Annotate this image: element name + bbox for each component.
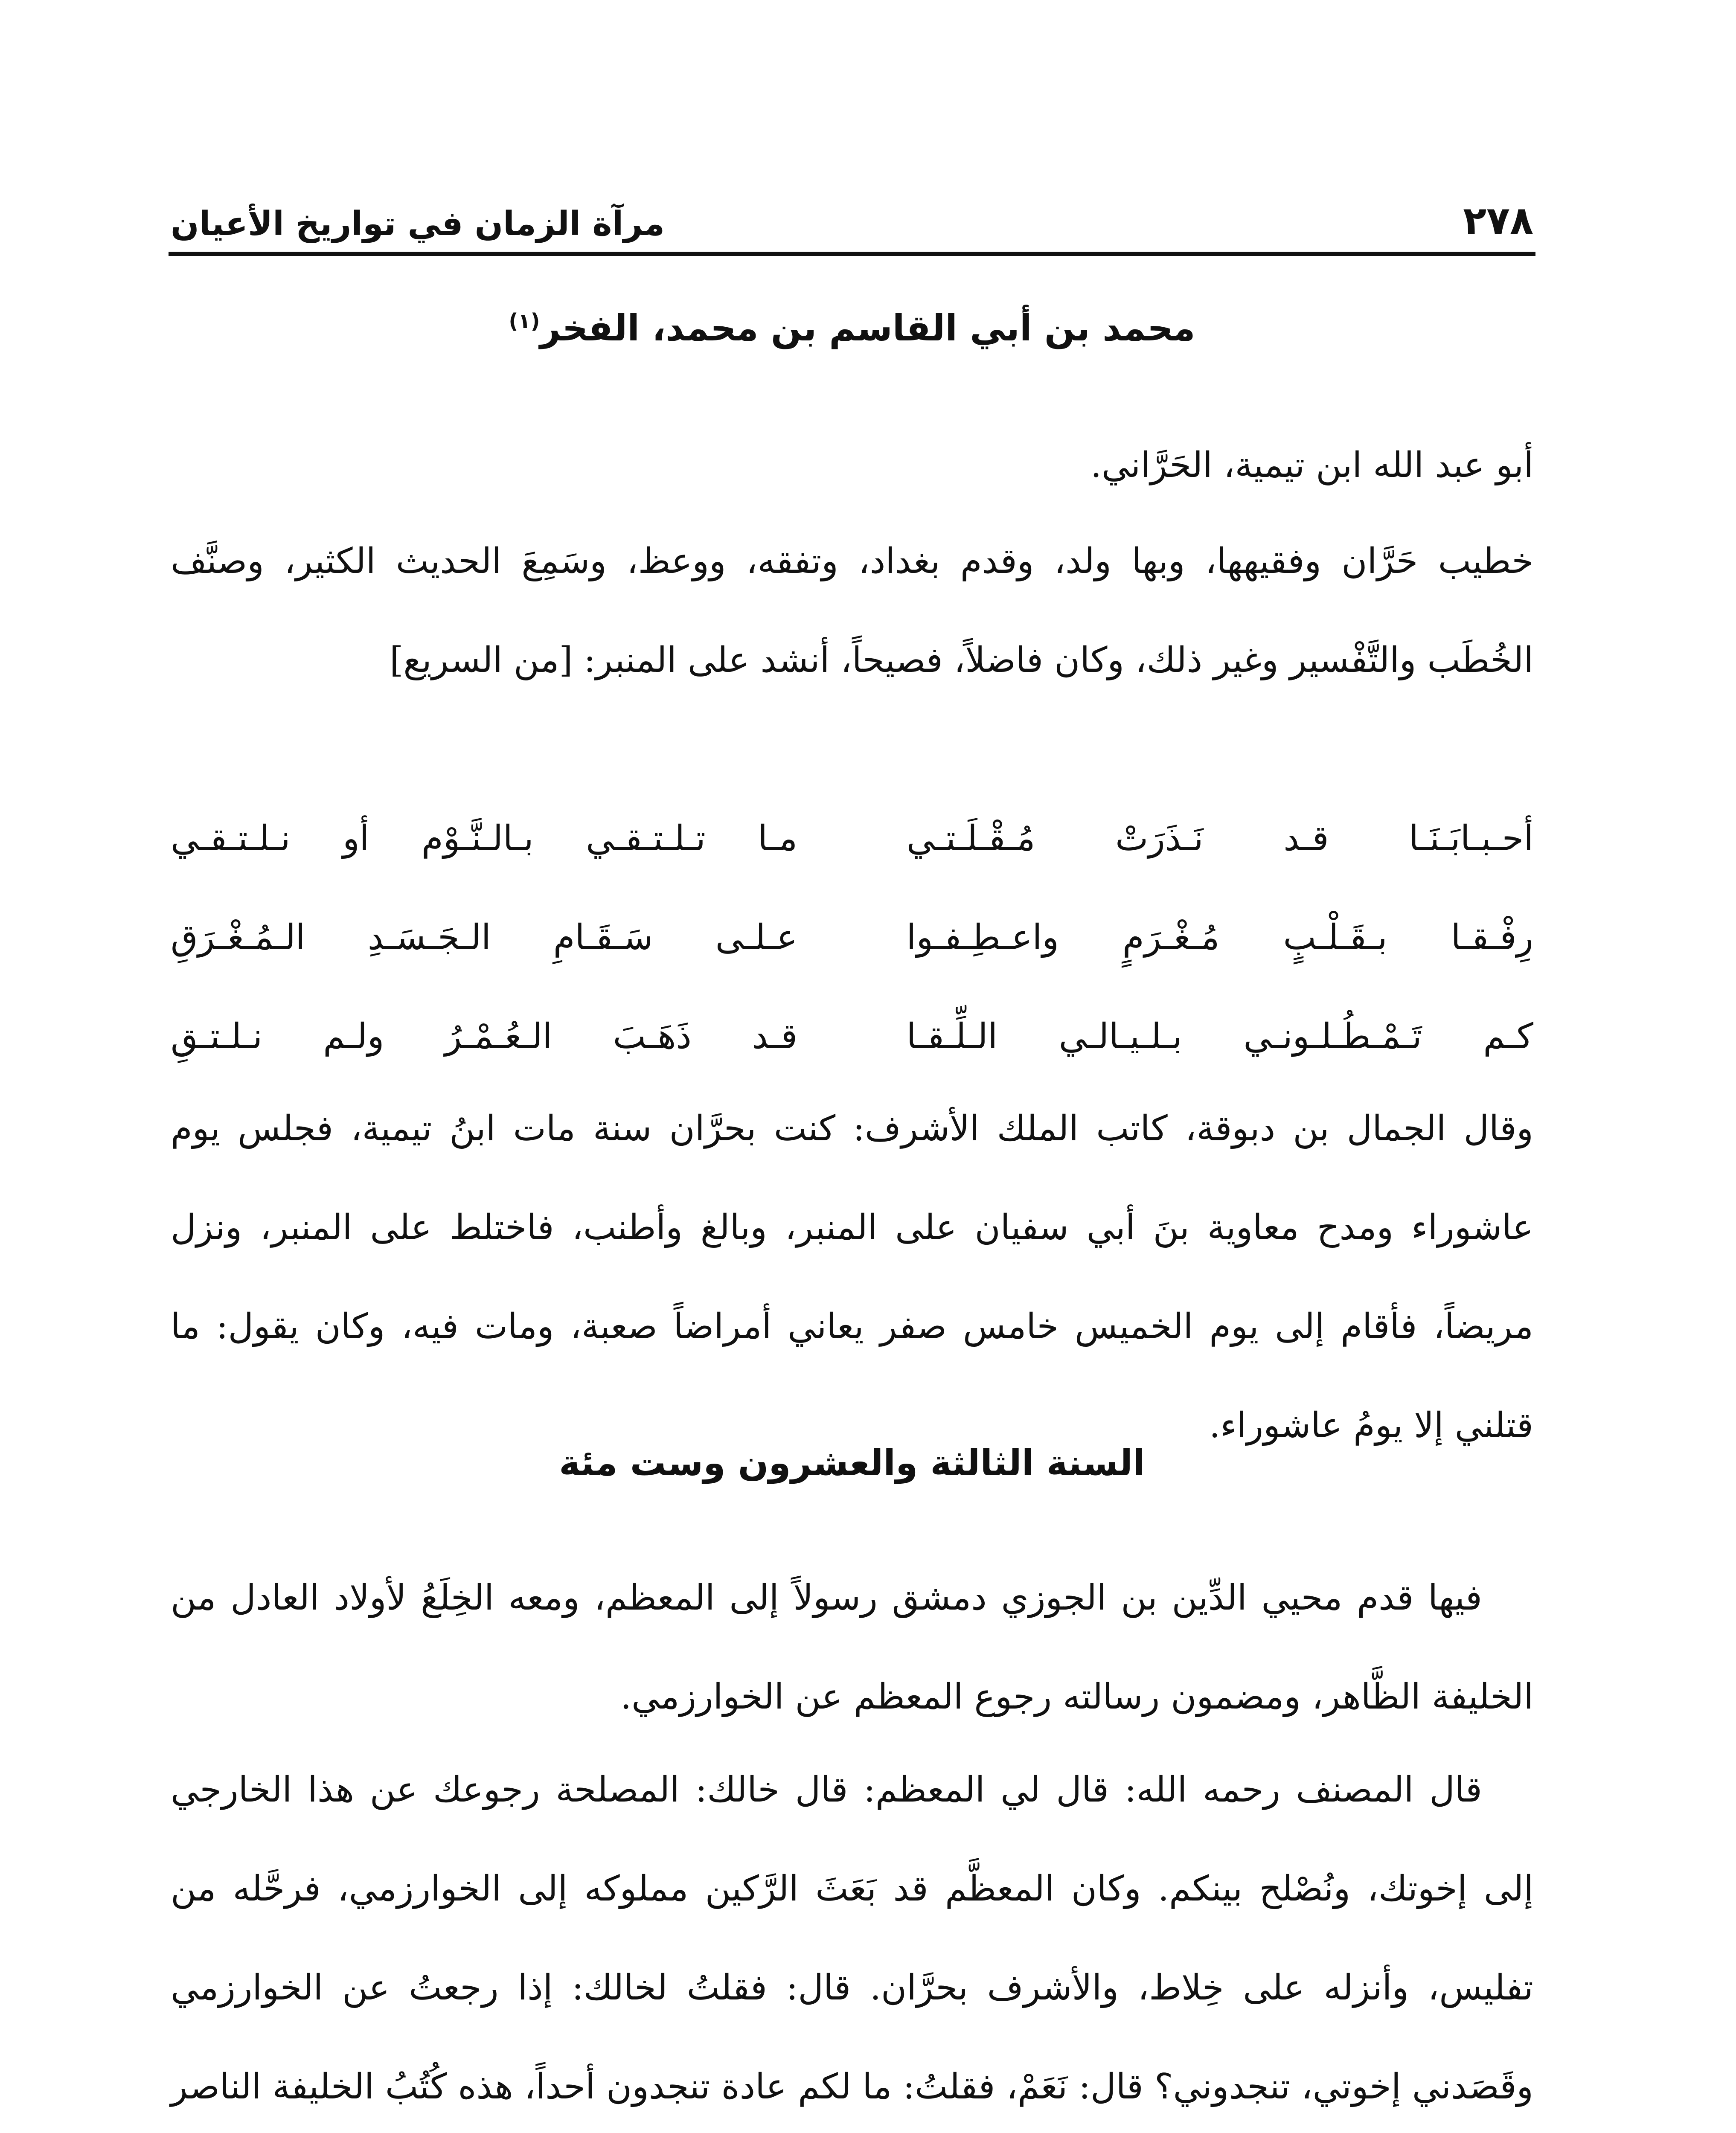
entry-title (171, 307, 1533, 349)
poem-second-hemistich: عـلـى سَـقَـامِ الـجَـسَـدِ الـمُـغْـرَقِ (171, 917, 798, 958)
poem (171, 789, 1533, 1086)
poem-first-hemistich: رِفْـقـا بـقَـلْـبٍ مُـغْـرَمٍ واعـطِـفـوا (906, 917, 1533, 958)
poem-second-hemistich: مـا تـلـتـقـي بـالـنَّـوْم أو نـلـتـقـي (171, 818, 798, 859)
poem-verse (171, 888, 1533, 987)
running-header (171, 179, 1533, 243)
page-number: ٢٧٨ (1463, 198, 1533, 243)
entry-paragraph-2: خطيب حَرَّان وفقيهها، وبها ولد، وقدم بغداد، وتفقه، ووعظ، وسَمِعَ الحديث الكثير، وصنَّف الخُطَب والتَّفْسير وغير ذلك، وكان فاضلاً، فصيحاً، أنشد على المنبر: [من السريع] (171, 541, 1533, 680)
poem-first-hemistich: أحـبـابَـنَـا قـد نَـذَرَتْ مُـقْـلَـتـي (906, 818, 1533, 859)
entry-title-text: محمد بن أبي القاسم بن محمد، الفخر (540, 307, 1195, 349)
book-title: مرآة الزمان في تواريخ الأعيان (171, 205, 665, 243)
year-section-title: السنة الثالثة والعشرون وست مئة (559, 1442, 1145, 1484)
poem-second-hemistich: قـد ذَهَـبَ الـعُـمْـرُ ولـم نـلـتـقِ (171, 1016, 798, 1057)
poem-verse (171, 789, 1533, 888)
footnote-marker: (١) (509, 309, 540, 333)
poem-verse (171, 987, 1533, 1086)
header-rule (169, 252, 1535, 256)
poem-first-hemistich: كـم تَـمْـطُـلـونـي بـلـيـالـي الـلِّـقـا (906, 1016, 1533, 1057)
entry-paragraph-1: أبو عبد الله ابن تيمية، الحَرَّاني. (1090, 445, 1533, 485)
after-poem-paragraph: وقال الجمال بن دبوقة، كاتب الملك الأشرف: كنت بحرَّان سنة مات ابنُ تيمية، فجلس يوم عاشوراء ومدح معاوية بنَ أبي سفيان على المنبر، وبالغ وأطنب، فاختلط على المنبر، ونزل مريضاً، فأقام إلى يوم الخميس خامس صفر يعاني أمراضاً صعبة، ومات فيه، وكان يقول: ما قتلني إلا يومُ عاشوراء. (171, 1108, 1533, 1446)
year-paragraph-2: قال المصنف رحمه الله: قال لي المعظم: قال خالك: المصلحة رجوعك عن هذا الخارجي إلى إخوتك، ونُصْلح بينكم. وكان المعظَّم قد بَعَثَ الرَّكين مملوكه إلى الخوارزمي، فرحَّله من تفليس، وأنزله على خِلاط، والأشرف بحرَّان. قال: فقلتُ لخالك: إذا رجعتُ عن الخوارزمي وقَصَدني إخوتي، تنجدوني؟ قال: نَعَمْ، فقلتُ: ما لكم عادة تنجدون أحداً، هذه كُتُبُ الخليفة الناصر (171, 1770, 1533, 2107)
year-paragraph-1: فيها قدم محيي الدِّين بن الجوزي دمشق رسولاً إلى المعظم، ومعه الخِلَعُ لأولاد العادل من الخليفة الظَّاهر، ومضمون رسالته رجوع المعظم عن الخوارزمي. (171, 1578, 1533, 1717)
